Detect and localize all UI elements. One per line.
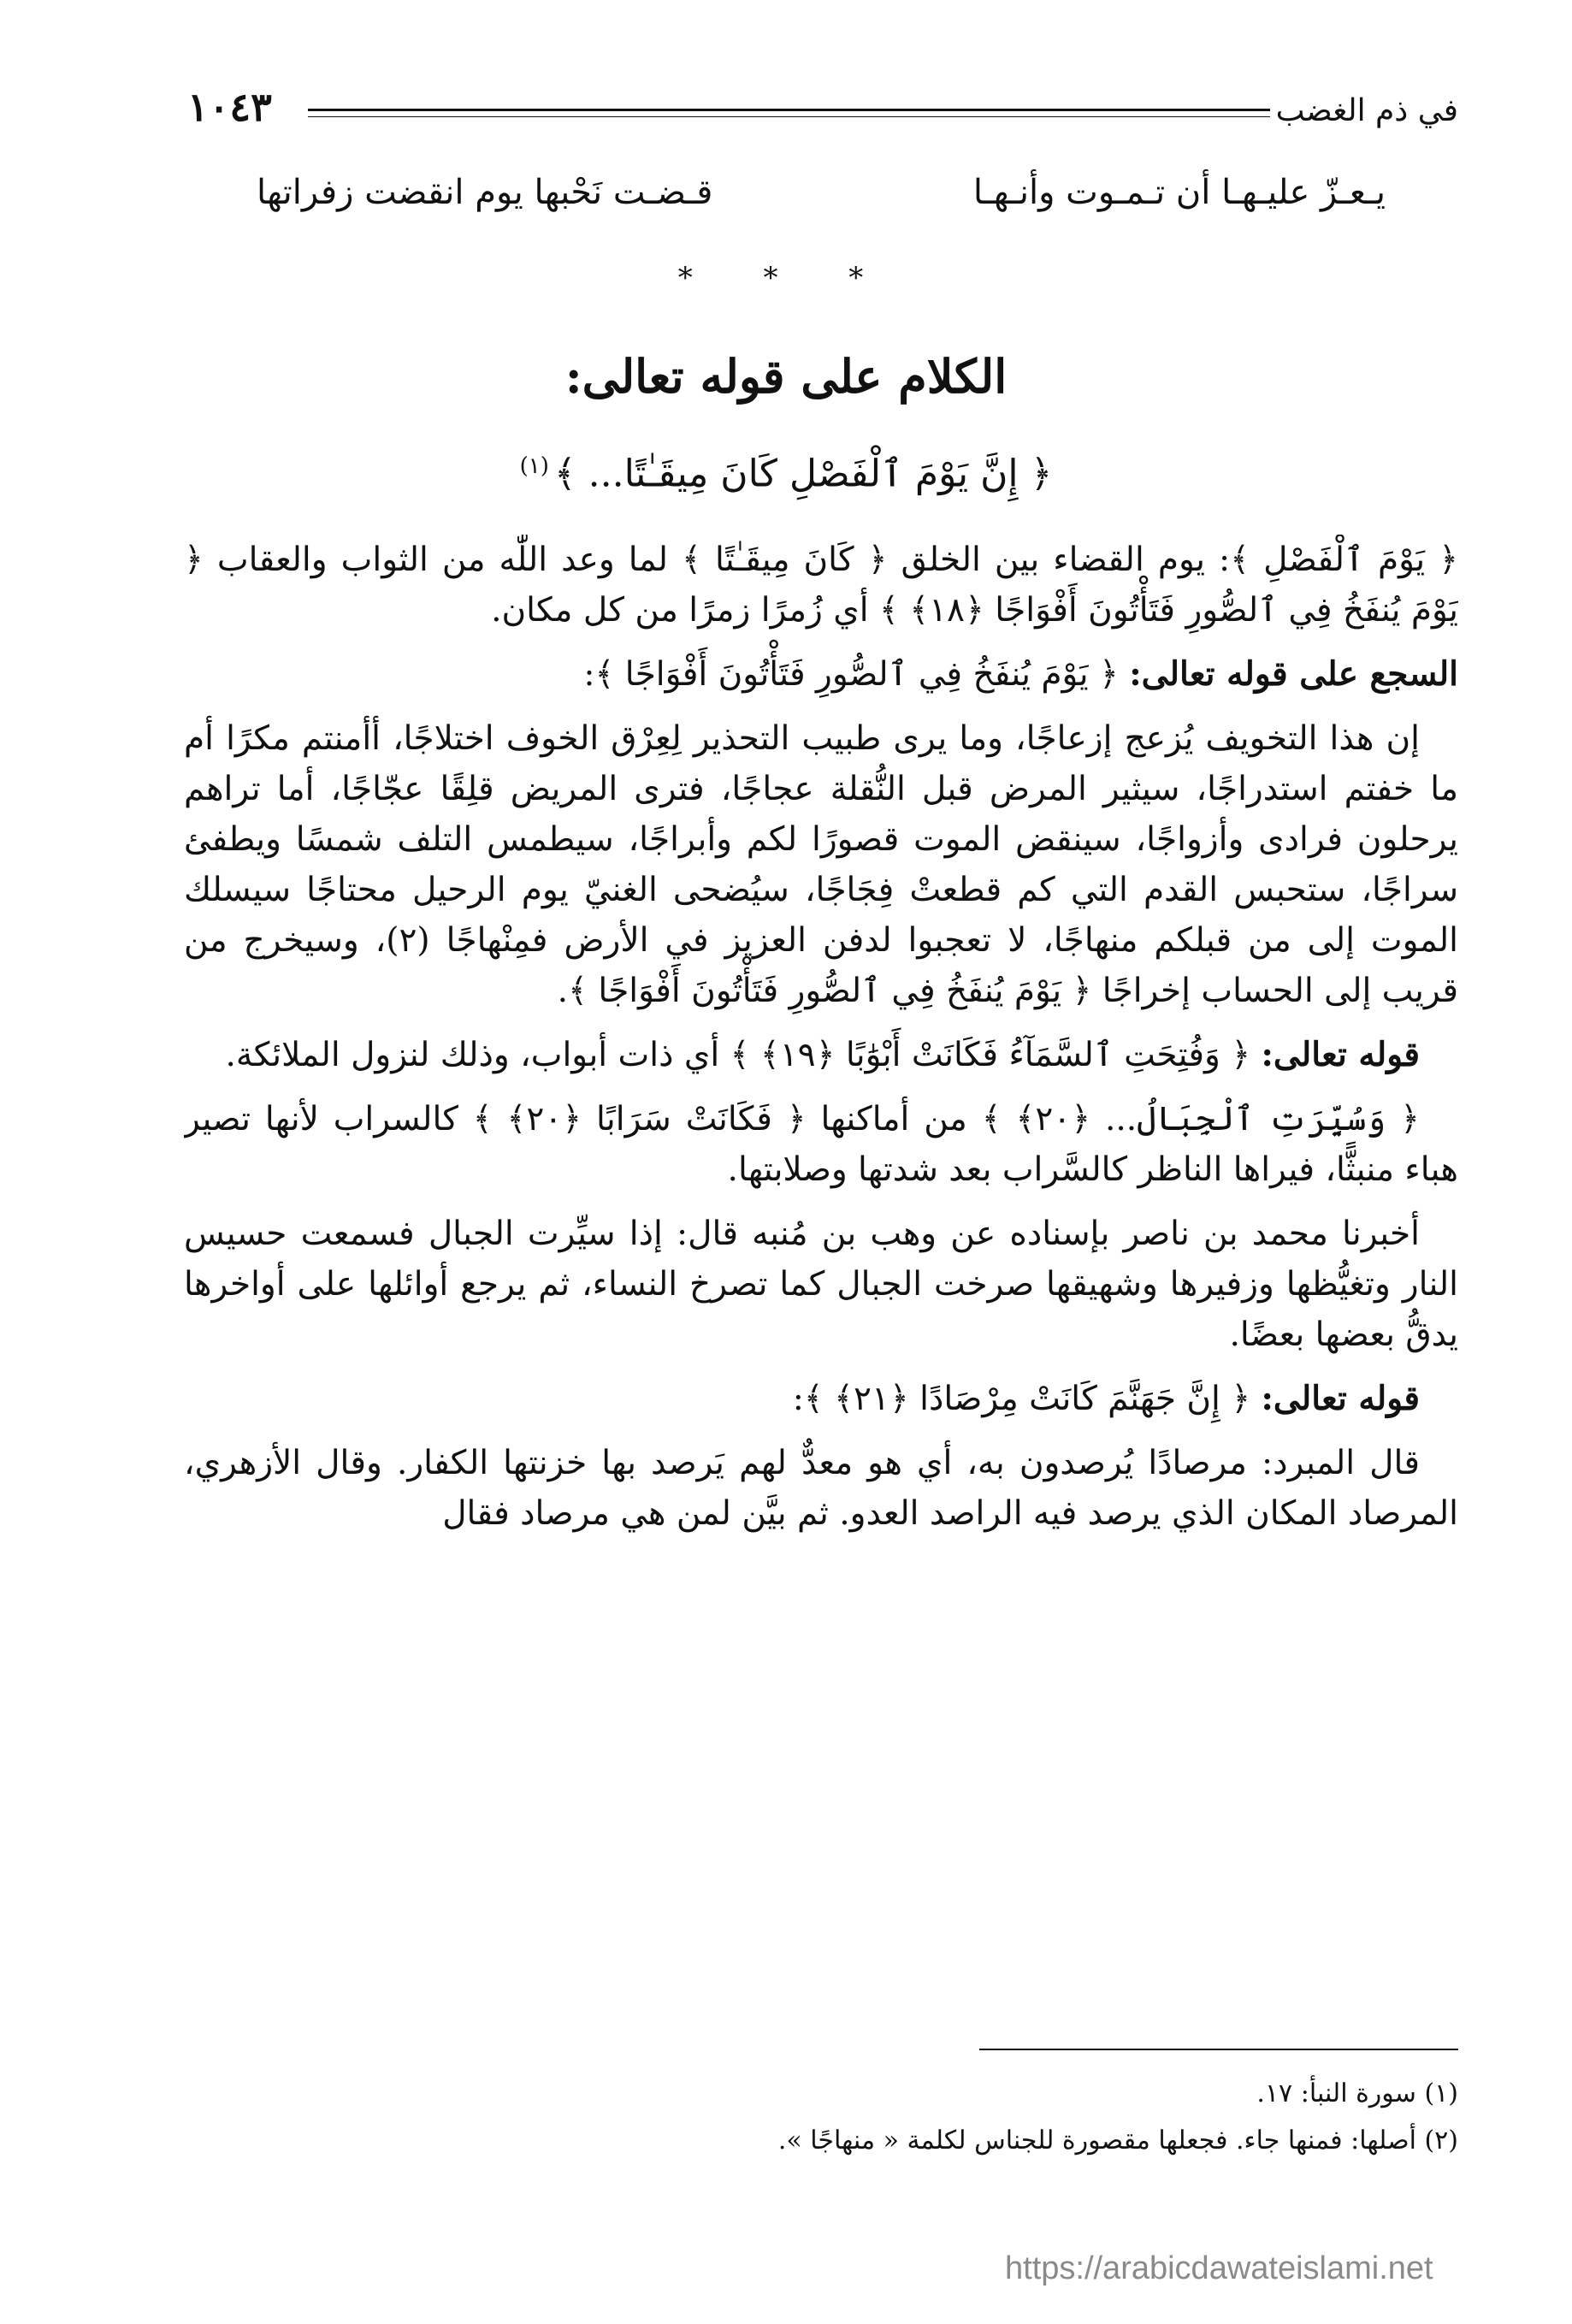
- running-title: في ذم الغضب: [1275, 93, 1458, 128]
- paragraph: قال المبرد: مرصادًا يُرصدون به، أي هو معدٌّ لهم يَرصد بها خزنتها الكفار. وقال الأزهري، المرصاد المكان الذي يرصد فيه الراصد العدو. ثم بيَّن لمن هي مرصاد فقال: [184, 1444, 1458, 1533]
- second-hemistich: قـضـت نَحْبها يوم انقضت زفراتها: [257, 173, 713, 212]
- footnote-rule: [979, 2049, 1458, 2050]
- footnote-ref-1: (١): [519, 453, 549, 479]
- footnote-1: (١) سورة النبأ: ١٧.: [1256, 2079, 1458, 2108]
- header-rule: [308, 109, 1270, 117]
- footnote-2: (٢) أصلها: فمنها جاء. فجعلها مقصورة للجناس لكلمة « منهاجًا ».: [777, 2126, 1458, 2155]
- heading-quran-verse: [0, 432, 1572, 509]
- poetry-verse: [257, 163, 1386, 222]
- paragraph-text: ﴿ يَوْمَ يُنفَخُ فِي ٱلصُّورِ فَتَأْتُونَ أَفْوَاجًا ﴾:: [583, 655, 1130, 694]
- paragraph: [184, 649, 1458, 700]
- paragraph-text: ﴿ وَفُتِحَتِ ٱلسَّمَآءُ فَكَانَتْ أَبْوَٰبًا ﴿١٩﴾ ﴾ أي ذات أبواب، وذلك لنزول الملائكة.: [225, 1036, 1262, 1074]
- paragraph: [184, 1374, 1458, 1424]
- paragraph-text: ﴿ إِنَّ جَهَنَّمَ كَانَتْ مِرْصَادًا ﴿٢١﴾ ﴾:: [792, 1380, 1262, 1418]
- paragraph: ﴿ وَسُيِّرَتِ ٱلْجِبَالُ... ﴿٢٠﴾ ﴾ من أماكنها ﴿ فَكَانَتْ سَرَابًا ﴿٢٠﴾ ﴾ كالسراب لأنها تصير هباء منبثًّا، فيراها الناظر كالسَّراب بعد شدتها وصلابتها.: [184, 1100, 1458, 1189]
- paragraph: أخبرنا محمد بن ناصر بإسناده عن وهب بن مُنبه قال: إذا سيِّرت الجبال فسمعت حسيس النار وتغيُّظها وزفيرها وشهيقها صرخت الجبال كما تصرخ النساء، ثم يرجع أوائلها على أواخرها يدقُّ بعضها بعضًا.: [184, 1215, 1458, 1354]
- section-heading: الكلام على قوله تعالى:: [564, 349, 1008, 404]
- footnotes: [175, 2070, 1458, 2164]
- paragraph: [184, 1030, 1458, 1080]
- first-hemistich: يـعـزّ عليـهـا أن تـمـوت وأنـهـا: [972, 173, 1386, 212]
- page-number: ١٠٤٣: [187, 84, 272, 130]
- paragraph-lead: السجع على قوله تعالى:: [1129, 654, 1458, 694]
- quran-verse-text: ﴿ إِنَّ يَوْمَ ٱلْفَصْلِ كَانَ مِيقَـٰتًا... ﴾: [553, 452, 1053, 496]
- paragraph-lead: قوله تعالى:: [1261, 1035, 1420, 1074]
- running-header: [175, 81, 1458, 141]
- paragraph: إن هذا التخويف يُزعج إزعاجًا، وما يرى طبيب التحذير لِعِرْق الخوف اختلاجًا، أأمنتم مكرًا أم ما خفتم استدراجًا، سيثير المرض قبل النُّقلة عجاجًا، فترى المريض قلِقًا عجّاجًا، أما تراهم يرحلون فرادى وأزواجًا، سينقض الموت قصورًا لكم وأبراجًا، سيطمس التلف شمسًا ويطفئ سراجًا، ستحبس القدم التي كم قطعتْ فِجَاجًا، سيُضحى الغنيّ يوم الرحيل محتاجًا سيسلك الموت إلى من قبلكم منهاجًا، لا تعجبوا لدفن العزيز في الأرض فمِنْهاجًا (٢)، وسيخرج من قريب إلى الحساب إخراجًا ﴿ يَوْمَ يُنفَخُ فِي ٱلصُّورِ فَتَأْتُونَ أَفْوَاجًا ﴾.: [184, 719, 1458, 1010]
- paragraph-lead: قوله تعالى:: [1261, 1379, 1420, 1418]
- section-separator: * * *: [677, 261, 895, 295]
- watermark-url: https://arabicdawateislami.net: [1005, 2250, 1433, 2286]
- paragraph: ﴿ يَوْمَ ٱلْفَصْلِ ﴾: يوم القضاء بين الخلق ﴿ كَانَ مِيقَـٰتًا ﴾ لما وعد اللّٰه من الثواب والعقاب ﴿ يَوْمَ يُنفَخُ فِي ٱلصُّورِ فَتَأْتُونَ أَفْوَاجًا ﴿١٨﴾ ﴾ أي زُمرًا زمرًا من كل مكان.: [184, 541, 1458, 630]
- body-text: [184, 535, 1458, 2057]
